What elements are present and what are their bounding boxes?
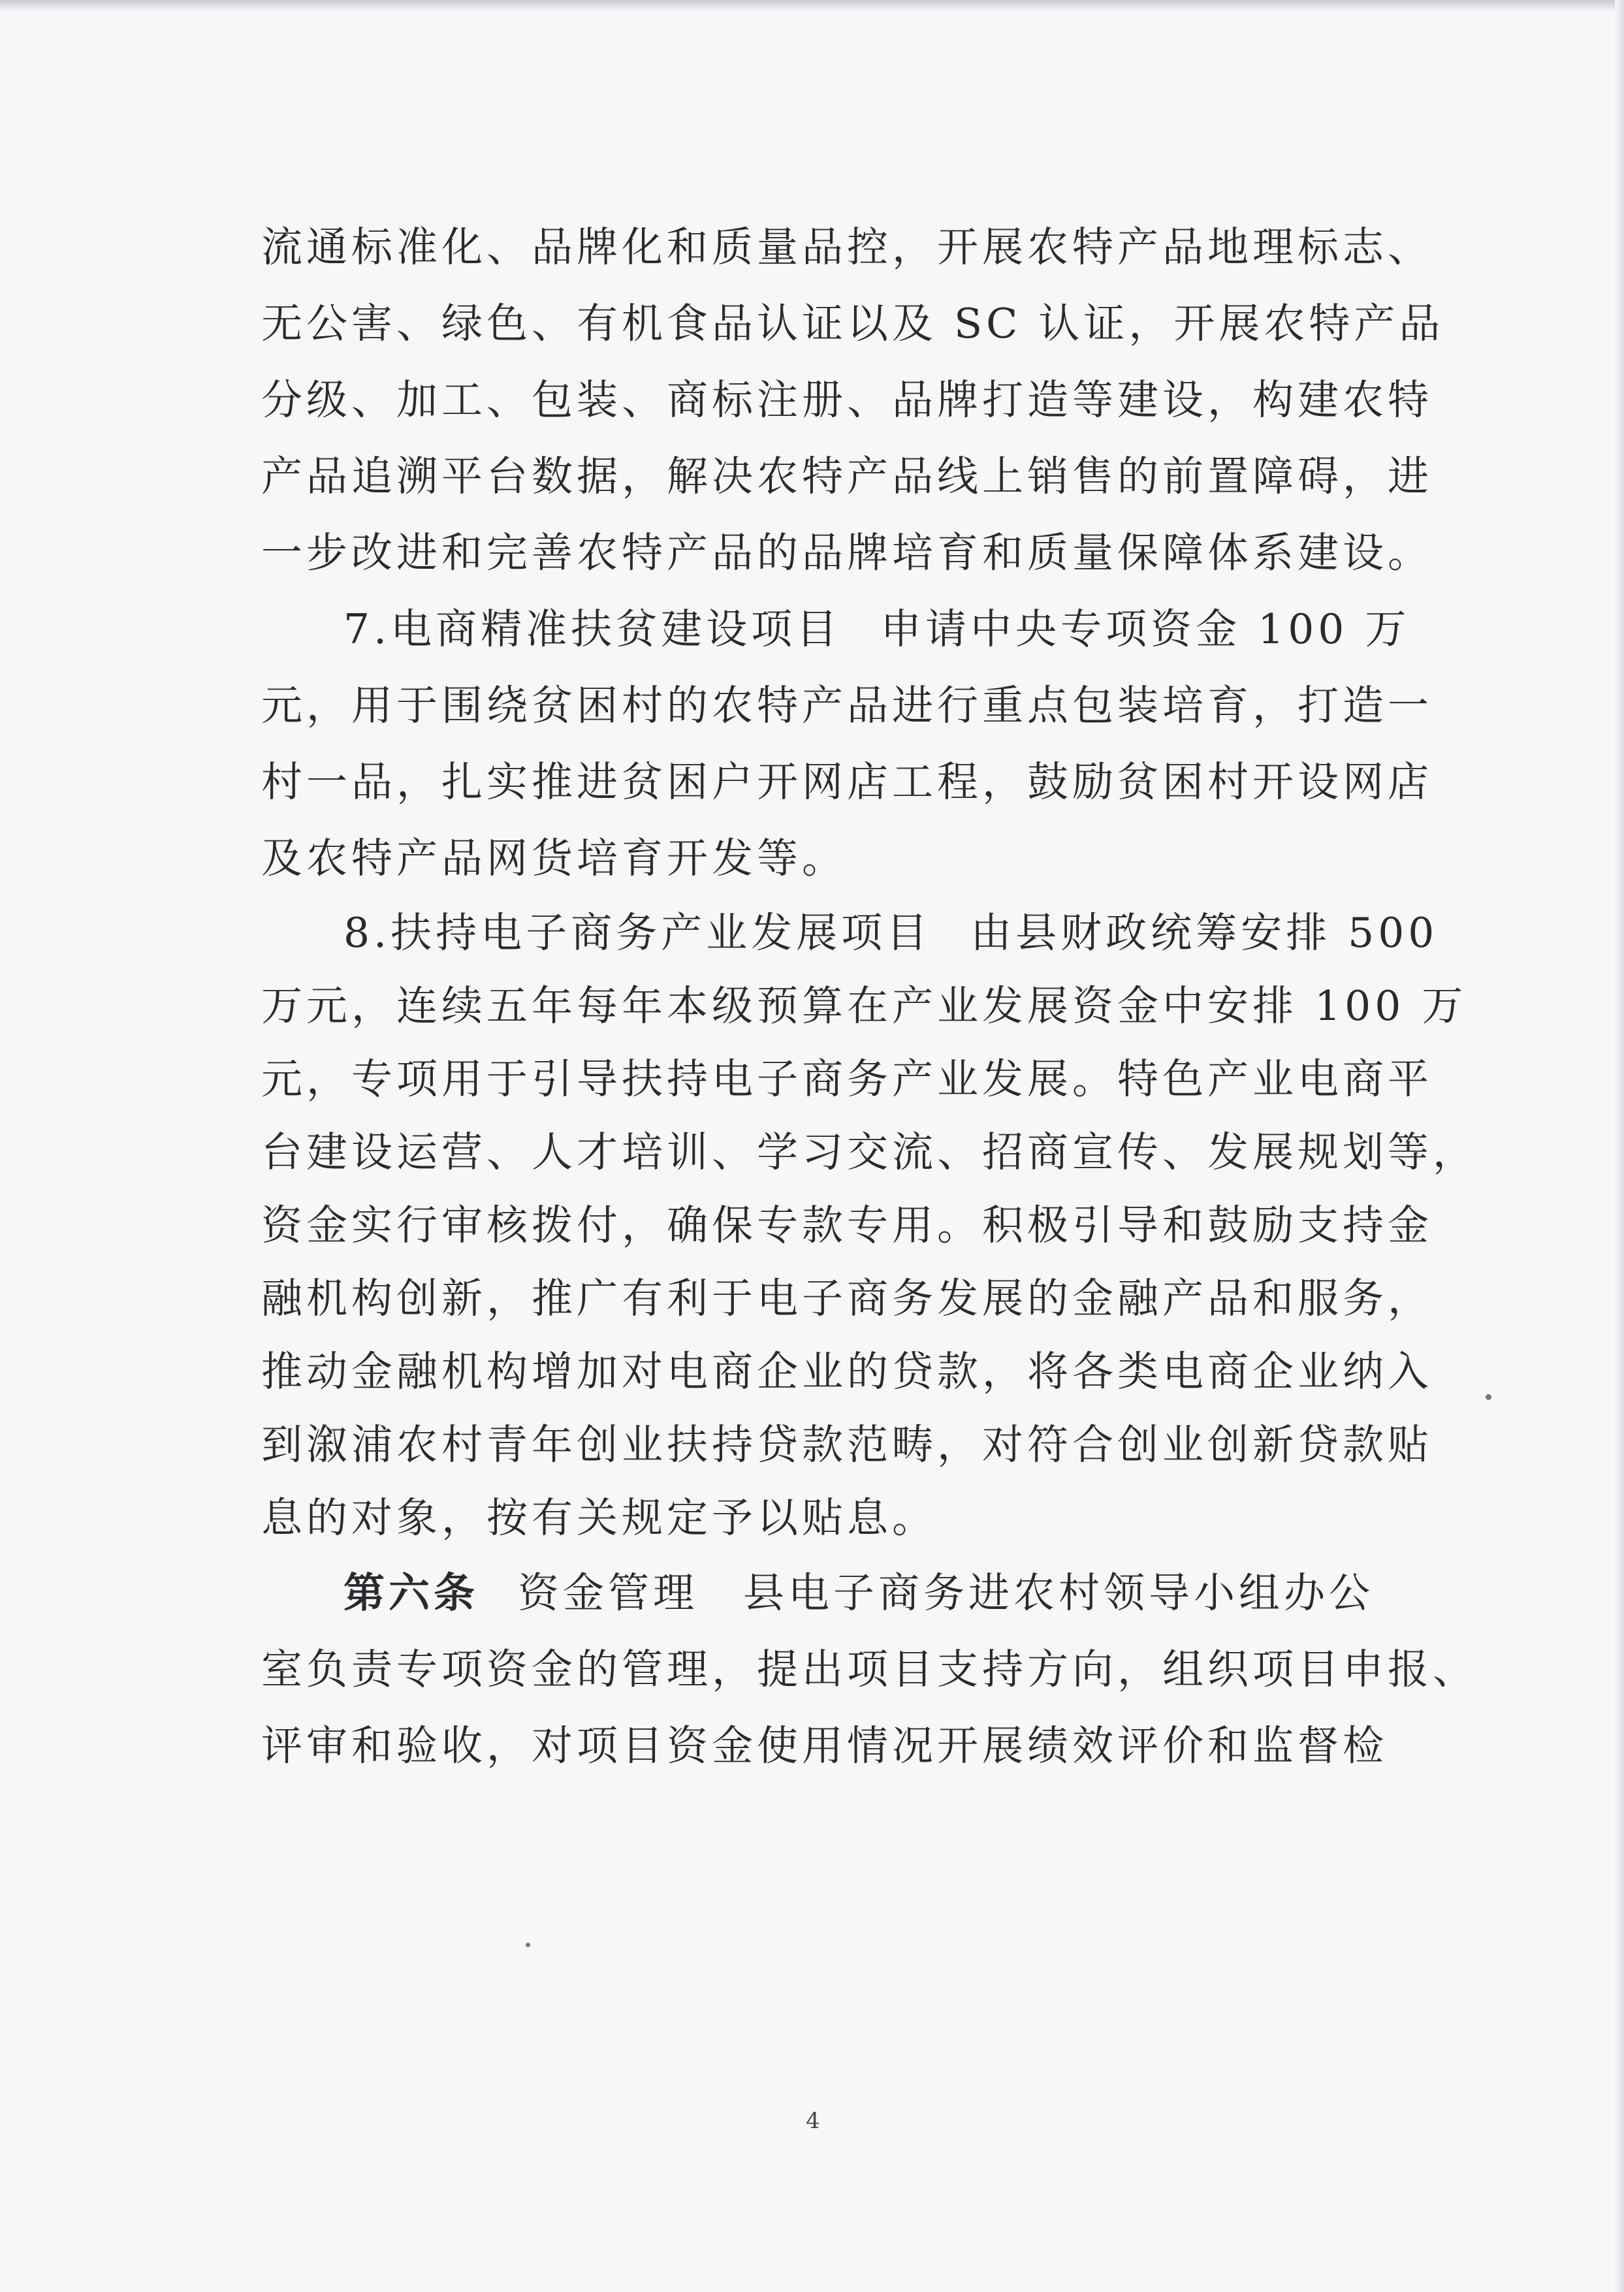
item-heading-line: [261, 591, 1410, 667]
scan-edge-right: [1615, 0, 1624, 2292]
text-line: 资金实行审核拨付，确保专款专用。积极引导和鼓励支持金: [261, 1202, 1433, 1249]
text-line: 室负责专项资金的管理，提出项目支持方向，组织项目申报、: [261, 1646, 1478, 1693]
text-line: 元，用于围绕贫困村的农特产品进行重点包装培育，打造一: [261, 682, 1433, 729]
text-line: 及农特产品网货培育开发等。: [261, 835, 847, 882]
scan-edge-top: [0, 0, 1624, 12]
item-heading-line: [261, 897, 1439, 970]
scan-speck: [526, 1943, 530, 1947]
article-6-term: 第六条: [343, 1568, 479, 1617]
text-line: 息的对象，按有关规定予以贴息。: [261, 1494, 937, 1542]
text-line: 元，专项用于引导扶持电子商务产业发展。特色产业电商平: [261, 1055, 1433, 1103]
item-7-heading: 7.电商精准扶贫建设项目: [343, 605, 842, 653]
item-8-heading: 8.扶持电子商务产业发展项目: [343, 909, 932, 957]
text-line: 到溆浦农村青年创业扶持贷款范畴，对符合创业创新贷款贴: [261, 1421, 1433, 1469]
page-number: 4: [806, 2108, 820, 2134]
text-line: 分级、加工、包装、商标注册、品牌打造等建设，构建农特: [261, 376, 1433, 424]
text-line: 一步改进和完善农特产品的品牌培育和质量保障体系建设。: [261, 529, 1433, 577]
article-heading-line: [261, 1555, 1397, 1631]
item-7-funding: 申请中央专项资金 100 万: [880, 605, 1410, 653]
text-line: 无公害、绿色、有机食品认证以及 SC 认证，开展农特产品: [261, 300, 1444, 347]
text-line: 融机构创新，推广有利于电子商务发展的金融产品和服务，: [261, 1275, 1433, 1322]
text-line: 万元，连续五年每年本级预算在产业发展资金中安排 100 万: [261, 982, 1467, 1030]
text-line: 评审和验收，对项目资金使用情况开展绩效评价和监督检: [261, 1722, 1388, 1770]
document-body: [261, 209, 1478, 1784]
item-8-funding: 由县财政统筹安排 500: [970, 909, 1439, 957]
article-6-fund-management: [261, 1555, 1478, 1784]
text-line: 台建设运营、人才培训、学习交流、招商宣传、发展规划等，: [261, 1128, 1478, 1176]
scan-speck: [1486, 1394, 1491, 1400]
item-7-ecommerce-poverty-alleviation: [261, 591, 1433, 897]
text-line: 村一品，扎实推进贫困户开网店工程，鼓励贫困村开设网店: [261, 758, 1433, 806]
paragraph-quality-control: [261, 209, 1444, 591]
article-6-title: 资金管理 县电子商务进农村领导小组办公: [518, 1569, 1374, 1617]
text-line: 产品追溯平台数据，解决农特产品线上销售的前置障碍，进: [261, 453, 1433, 500]
item-8-ecommerce-industry-support: [261, 897, 1478, 1555]
text-line: 推动金融机构增加对电商企业的贷款，将各类电商企业纳入: [261, 1348, 1433, 1395]
text-line: 流通标准化、品牌化和质量品控，开展农特产品地理标志、: [261, 223, 1433, 271]
